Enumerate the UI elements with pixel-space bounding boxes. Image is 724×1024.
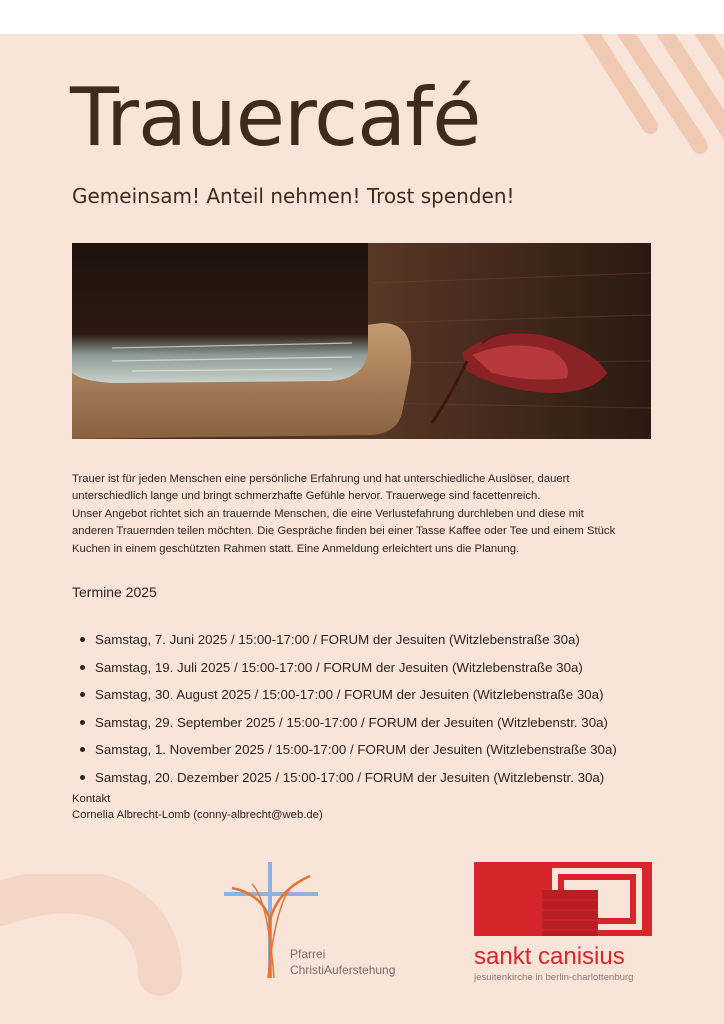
canisius-name: sankt canisius: [474, 943, 625, 970]
page-subtitle: Gemeinsam! Anteil nehmen! Trost spenden!: [72, 184, 515, 208]
schedule-item-text: Samstag, 19. Juli 2025 / 15:00-17:00 / FORUM der Jesuiten (Witzlebenstraße 30a): [95, 659, 583, 675]
schedule-item: [80, 626, 617, 654]
contact-label: Kontakt: [72, 793, 111, 805]
contact-person: Cornelia Albrecht-Lomb (conny-albrecht@web.de): [72, 809, 323, 821]
bullet-icon: [80, 692, 85, 697]
schedule-item-text: Samstag, 30. August 2025 / 15:00-17:00 / FORUM der Jesuiten (Witzlebenstraße 30a): [95, 687, 604, 703]
bullet-icon: [80, 720, 85, 725]
bullet-icon: [80, 637, 85, 642]
intro-text: [72, 471, 657, 558]
intro-line: Unser Angebot richtet sich an trauernde Menschen, die eine Verlustefahrung durchleben und diese mit: [72, 507, 584, 520]
schedule-item-text: Samstag, 1. November 2025 / 15:00-17:00 / FORUM der Jesuiten (Witzlebenstraße 30a): [95, 742, 617, 758]
contact-block: [72, 791, 323, 823]
schedule-heading: Termine 2025: [72, 584, 157, 600]
schedule-item: [80, 736, 617, 764]
schedule-item: [80, 764, 617, 792]
intro-line: anderen Trauernden teilen möchten. Die Gespräche finden bei einer Tasse Kaffee oder Tee und einem Stück: [72, 525, 616, 538]
schedule-item: [80, 681, 617, 709]
bullet-icon: [80, 665, 85, 670]
pfarrei-line2: ChristiAuferstehung: [290, 963, 396, 977]
intro-line: Trauer ist für jeden Menschen eine persönliche Erfahrung und hat unterschiedliche Auslöser, dauert: [72, 473, 570, 485]
intro-line: Kuchen in einem geschützten Rahmen statt. Eine Anmeldung erleichtert uns die Planung.: [72, 542, 520, 555]
canisius-mark-icon: [474, 862, 652, 936]
schedule-list: [80, 626, 617, 791]
schedule-item-text: Samstag, 7. Juni 2025 / 15:00-17:00 / FORUM der Jesuiten (Witzlebenstraße 30a): [95, 632, 580, 648]
schedule-item-text: Samstag, 20. Dezember 2025 / 15:00-17:00 / FORUM der Jesuiten (Witzlebenstr. 30a): [95, 769, 605, 785]
coffee-glass-and-dried-flower-photo: [72, 243, 651, 439]
schedule-item-text: Samstag, 29. September 2025 / 15:00-17:00 / FORUM der Jesuiten (Witzlebenstr. 30a): [95, 714, 608, 730]
intro-line: unterschiedlich lange und bringt schmerzhafte Gefühle hervor. Trauerwege sind facettenreich.: [72, 490, 541, 503]
canisius-logo: [472, 860, 654, 986]
canisius-tagline: jesuitenkirche in berlin-charlottenburg: [474, 972, 634, 983]
bullet-icon: [80, 775, 85, 780]
bullet-icon: [80, 747, 85, 752]
pfarrei-logo: [222, 860, 422, 986]
schedule-item: [80, 654, 617, 682]
schedule-item: [80, 709, 617, 737]
pfarrei-line1: Pfarrei: [290, 947, 326, 961]
page-title: Trauercafé: [70, 71, 481, 164]
flyer-page: [0, 34, 724, 1024]
